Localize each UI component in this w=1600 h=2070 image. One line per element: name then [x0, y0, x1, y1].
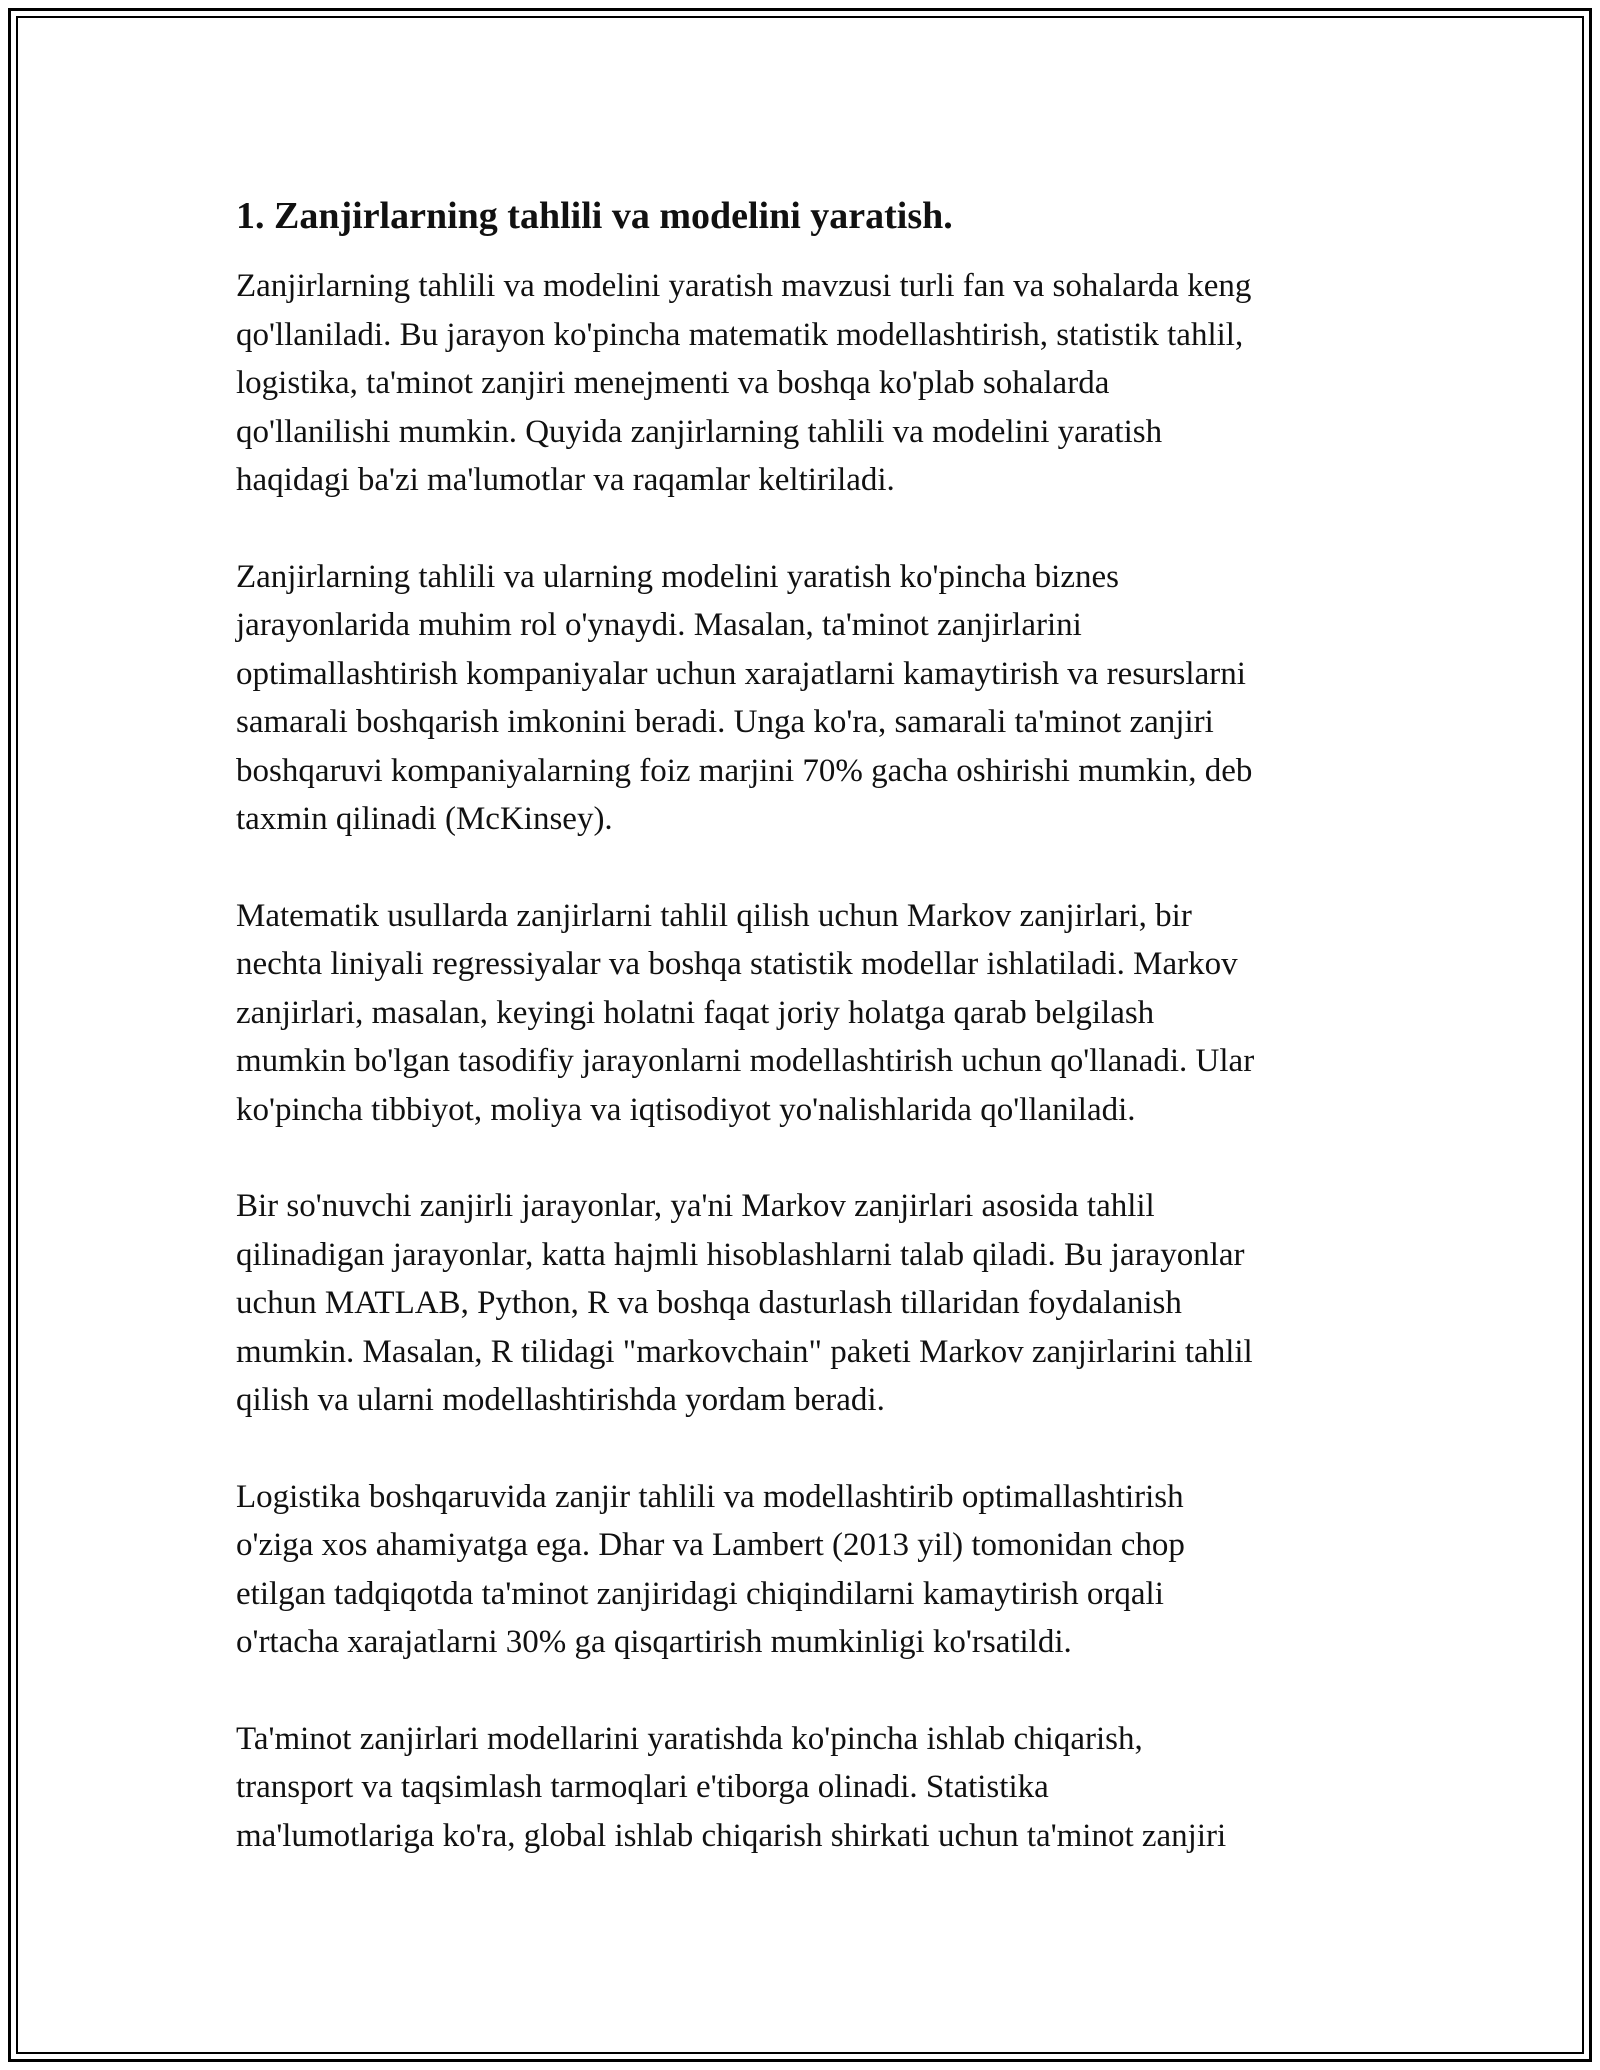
text-line: boshqaruvi kompaniyalarning foiz marjini 70% gacha oshirishi mumkin, deb: [236, 752, 1253, 789]
text-line: Logistika boshqaruvida zanjir tahlili va modellashtirib optimallashtirish: [236, 1478, 1184, 1515]
text-line: qo'llanilishi mumkin. Quyida zanjirlarning tahlili va modelini yaratish: [236, 413, 1163, 450]
text-line: haqidagi ba'zi ma'lumotlar va raqamlar keltiriladi.: [236, 462, 895, 498]
text-line: o'ziga xos ahamiyatga ega. Dhar va Lambert (2013 yil) tomonidan chop: [236, 1527, 1185, 1563]
text-line: mumkin bo'lgan tasodifiy jarayonlarni modellashtirish uchun qo'llanadi. Ular: [236, 1043, 1255, 1079]
text-line: optimallashtirish kompaniyalar uchun xarajatlarni kamaytirish va resurslarni: [236, 655, 1246, 692]
paragraph-4: [236, 1182, 1376, 1425]
text-line: zanjirlari, masalan, keyingi holatni faqat joriy holatga qarab belgilash: [236, 994, 1155, 1031]
paragraph-6: [236, 1715, 1376, 1861]
section-heading: 1. Zanjirlarning tahlili va modelini yaratish.: [236, 195, 953, 237]
document-body: [236, 188, 1376, 1908]
text-line: mumkin. Masalan, R tilidagi "markovchain" paketi Markov zanjirlarini tahlil: [236, 1333, 1253, 1370]
text-line: ko'pincha tibbiyot, moliya va iqtisodiyot yo'nalishlarida qo'llaniladi.: [236, 1091, 1136, 1128]
paragraph-2: [236, 553, 1376, 844]
text-line: Matematik usullarda zanjirlarni tahlil qilish uchun Markov zanjirlari, bir: [236, 897, 1192, 934]
text-line: Zanjirlarning tahlili va ularning modelini yaratish ko'pincha biznes: [236, 558, 1119, 595]
text-line: samarali boshqarish imkonini beradi. Unga ko'ra, samarali ta'minot zanjiri: [236, 704, 1214, 740]
text-line: etilgan tadqiqotda ta'minot zanjiridagi chiqindilarni kamaytirish orqali: [236, 1575, 1164, 1612]
text-line: Ta'minot zanjirlari modellarini yaratishda ko'pincha ishlab chiqarish,: [236, 1720, 1143, 1757]
text-line: logistika, ta'minot zanjiri menejmenti va boshqa ko'plab sohalarda: [236, 365, 1110, 401]
paragraph-5: [236, 1473, 1376, 1667]
text-line: transport va taqsimlash tarmoqlari e'tiborga olinadi. Statistika: [236, 1769, 1049, 1805]
text-line: Bir so'nuvchi zanjirli jarayonlar, ya'ni Markov zanjirlari asosida tahlil: [236, 1188, 1155, 1224]
paragraph-3: [236, 892, 1376, 1135]
text-line: jarayonlarida muhim rol o'ynaydi. Masalan, ta'minot zanjirlarini: [236, 607, 1082, 643]
text-line: ma'lumotlariga ko'ra, global ishlab chiqarish shirkati uchun ta'minot zanjiri: [236, 1817, 1227, 1854]
text-line: qilinadigan jarayonlar, katta hajmli hisoblashlarni talab qiladi. Bu jarayonlar: [236, 1236, 1245, 1273]
text-line: Zanjirlarning tahlili va modelini yaratish mavzusi turli fan va sohalarda keng: [236, 268, 1252, 304]
text-line: qo'llaniladi. Bu jarayon ko'pincha matematik modellashtirish, statistik tahlil,: [236, 316, 1244, 353]
text-line: nechta liniyali regressiyalar va boshqa statistik modellar ishlatiladi. Markov: [236, 946, 1238, 982]
paragraph-1: [236, 262, 1376, 505]
text-line: o'rtacha xarajatlarni 30% ga qisqartirish mumkinligi ko'rsatildi.: [236, 1624, 1072, 1660]
text-line: uchun MATLAB, Python, R va boshqa dasturlash tillaridan foydalanish: [236, 1285, 1182, 1321]
text-line: taxmin qilinadi (McKinsey).: [236, 801, 613, 837]
text-line: qilish va ularni modellashtirishda yordam beradi.: [236, 1382, 885, 1418]
